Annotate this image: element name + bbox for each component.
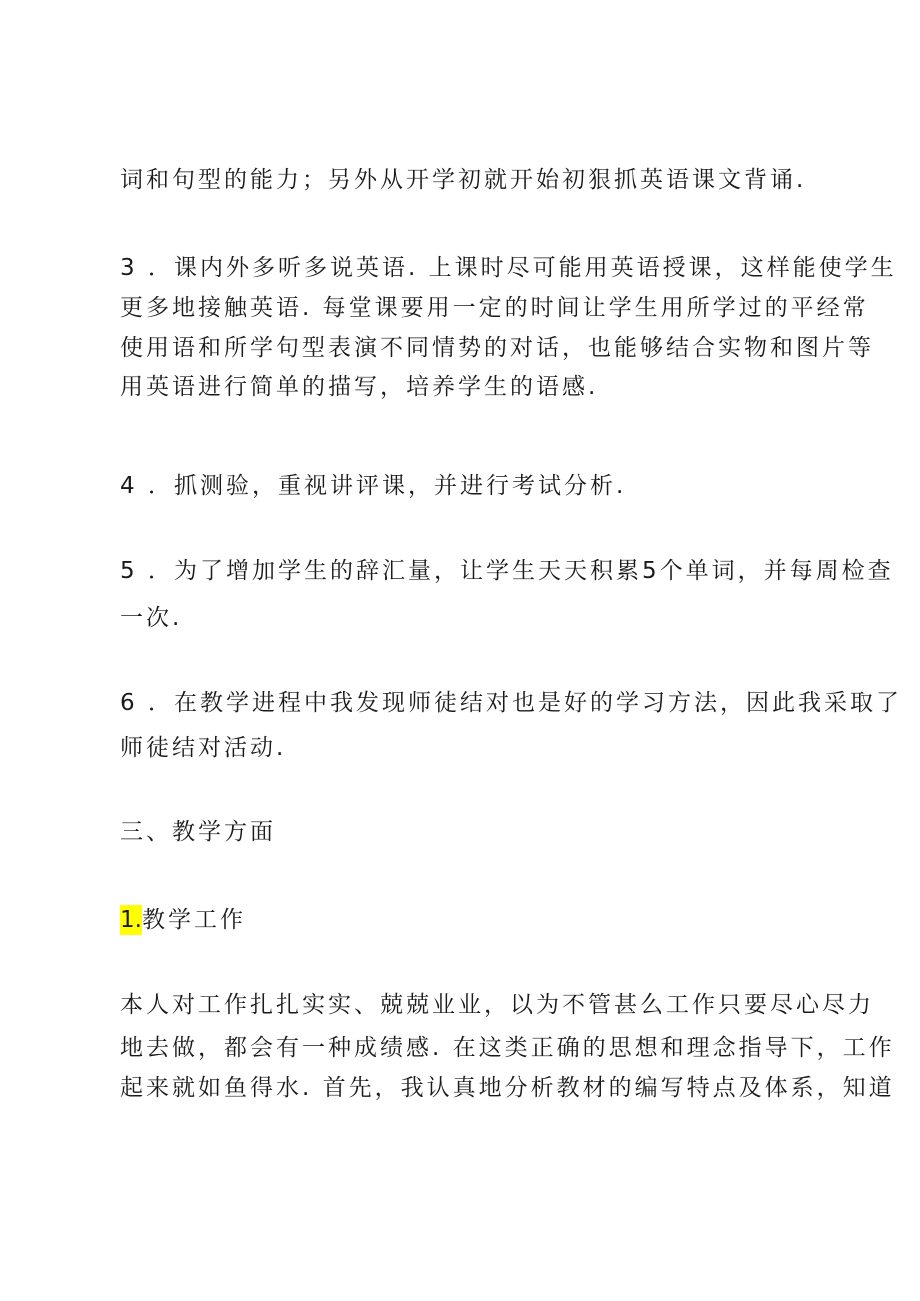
list-item-5-line: 一次. <box>120 605 183 631</box>
list-item-3-line: 使用语和所学句型表演不同情势的对话，也能够结合实物和图片等 <box>120 335 874 361</box>
body-paragraph-line: 本人对工作扎扎实实、兢兢业业，以为不管甚么工作只要尽心尽力 <box>120 992 874 1018</box>
list-item-3-line: 更多地接触英语. 每堂课要用一定的时间让学生用所学过的平经常 <box>120 295 869 321</box>
paragraph-line: 词和句型的能力；另外从开学初就开始初狠抓英语课文背诵. <box>120 167 807 193</box>
list-item-6-line: 6 ．在教学进程中我发现师徒结对也是好的学习方法，因此我采取了 <box>120 690 902 716</box>
body-paragraph-line: 地去做，都会有一种成绩感. 在这类正确的思想和理念指导下，工作 <box>120 1035 895 1061</box>
list-item-3-line: 3 ．课内外多听多说英语. 上课时尽可能用英语授课，这样能使学生 <box>120 255 897 281</box>
list-item-6-line: 师徒结对活动. <box>120 735 287 761</box>
list-item-5-line: 5 ．为了增加学生的辞汇量，让学生天天积累5个单词，并每周检查 <box>120 558 894 584</box>
subsection-heading <box>120 904 810 936</box>
list-item-3-line: 用英语进行简单的描写，培养学生的语感. <box>120 374 599 400</box>
subsection-title: 教学工作 <box>141 907 246 933</box>
body-paragraph-line: 起来就如鱼得水. 首先，我认真地分析教材的编写特点及体系，知道 <box>120 1075 895 1101</box>
highlighted-number: 1. <box>120 907 142 933</box>
list-item-4-line: 4 ．抓测验，重视讲评课，并进行考试分析. <box>120 473 627 499</box>
list-item-3-line <box>120 410 810 442</box>
section-heading: 三、教学方面 <box>120 819 276 845</box>
